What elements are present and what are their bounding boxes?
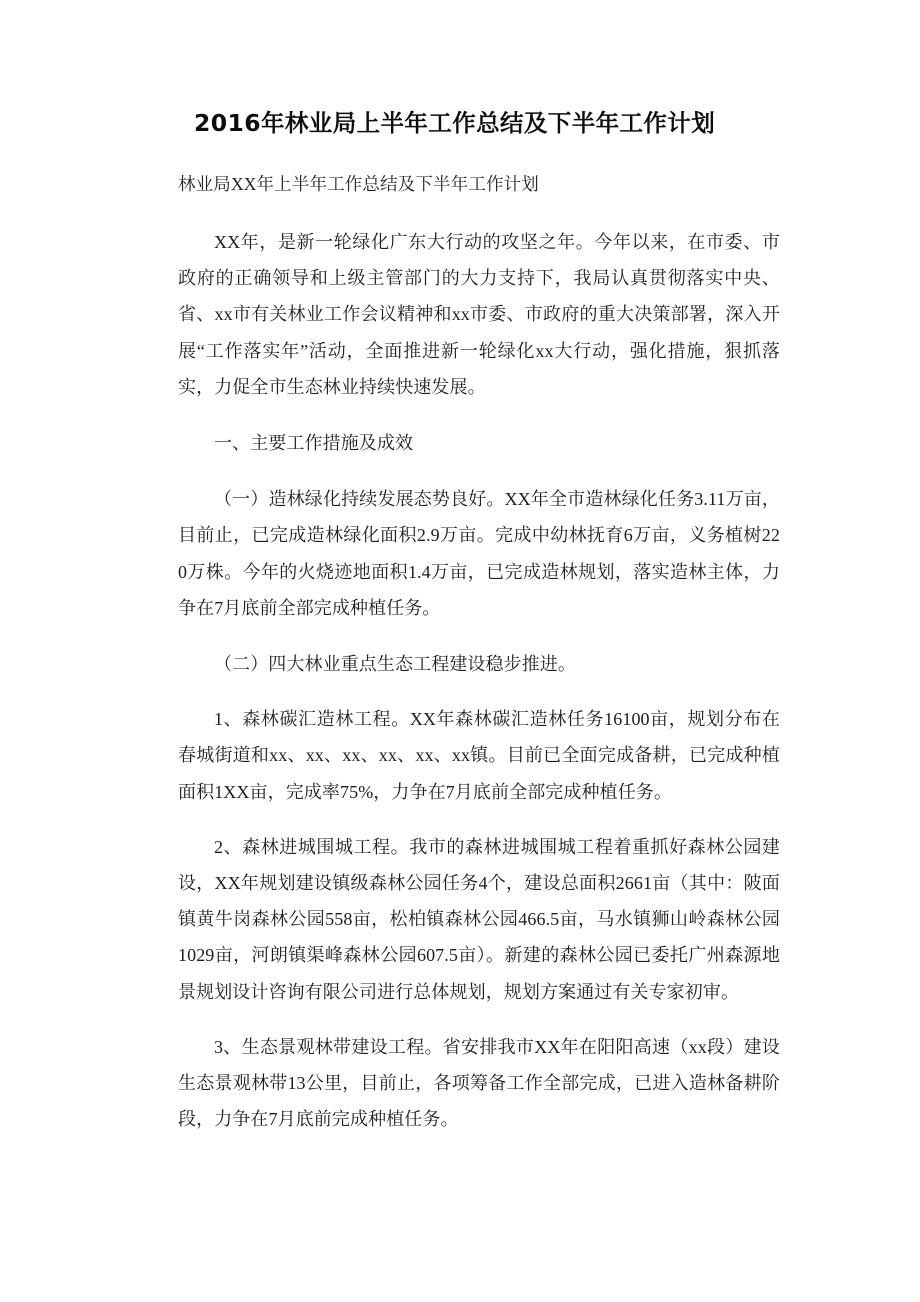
page-title: 2016年林业局上半年工作总结及下半年工作计划	[194, 109, 716, 137]
paragraph-intro: XX年，是新一轮绿化广东大行动的攻坚之年。今年以来，在市委、市政府的正确领导和上级主管部门的大力支持下，我局认真贯彻落实中央、省、xx市有关林业工作会议精神和xx市委、市政府的重大决策部署，深入开展“工作落实年”活动，全面推进新一轮绿化xx大行动，强化措施，狠抓落实，力促全市生态林业持续快速发展。	[178, 232, 780, 397]
section-heading-one: 一、主要工作措施及成效	[214, 433, 414, 454]
paragraph-sub-2: 2、森林进城围城工程。我市的森林进城围城工程着重抓好森林公园建设，XX年规划建设镇级森林公园任务4个，建设总面积2661亩（其中：陂面镇黄牛岗森林公园558亩，松柏镇森林公园466.5亩，马水镇狮山岭森林公园1029亩，河朗镇渠峰森林公园607.5亩）。新建的森林公园已委托广州森源地景规划设计咨询有限公司进行总体规划，规划方案通过有关专家初审。	[178, 836, 780, 1002]
paragraph-sub-1: 1、森林碳汇造林工程。XX年森林碳汇造林任务16100亩，规划分布在春城街道和xx、xx、xx、xx、xx、xx镇。目前已全面完成备耕，已完成种植面积1XX亩，完成率75%，力争在7月底前全部完成种植任务。	[178, 709, 780, 802]
document-subtitle: 林业局XX年上半年工作总结及下半年工作计划	[178, 174, 539, 194]
paragraph-sub-3: 3、生态景观林带建设工程。省安排我市XX年在阳阳高速（xx段）建设生态景观林带13公里，目前止，各项筹备工作全部完成，已进入造林备耕阶段，力争在7月底前完成种植任务。	[178, 1036, 780, 1130]
paragraph-item-1: （一）造林绿化持续发展态势良好。XX年全市造林绿化任务3.11万亩，目前止，已完成造林绿化面积2.9万亩。完成中幼林抚育6万亩，义务植树220万株。今年的火烧迹地面积1.4万亩，已完成造林规划，落实造林主体，力争在7月底前全部完成种植任务。	[178, 489, 780, 618]
paragraph-item-2: （二）四大林业重点生态工程建设稳步推进。	[214, 654, 576, 675]
